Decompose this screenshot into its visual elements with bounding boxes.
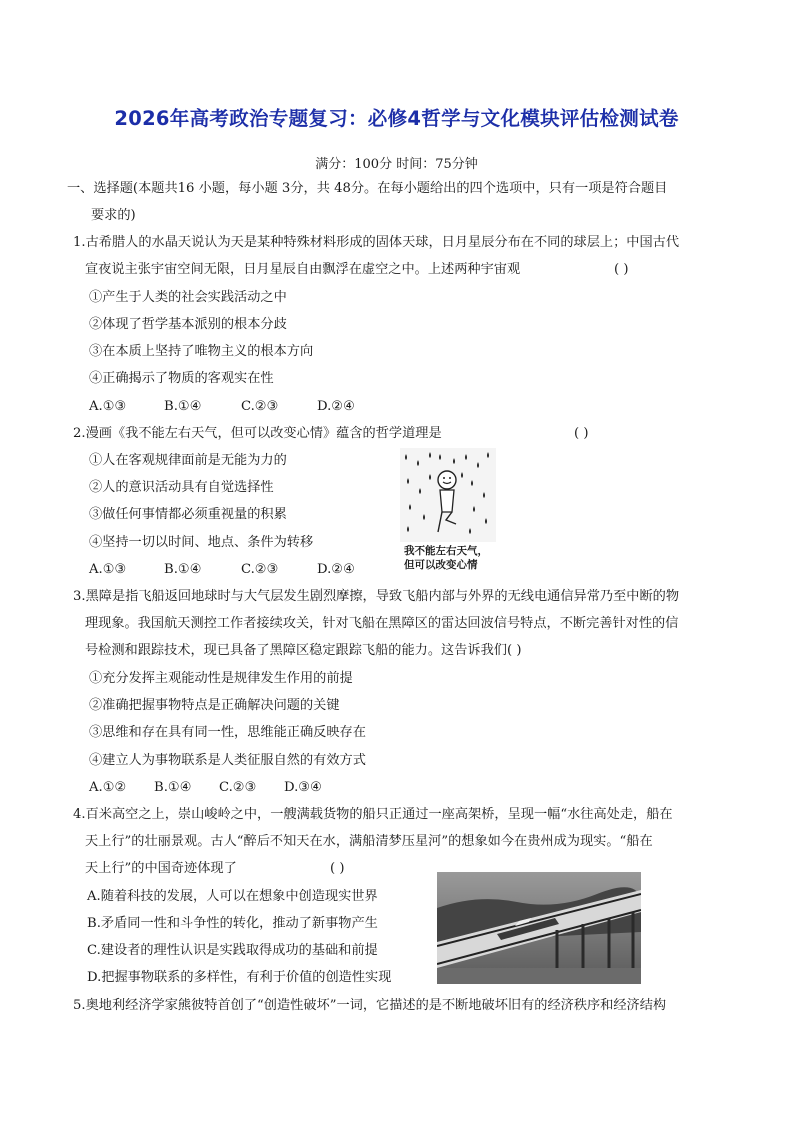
aqueduct-bridge-photo [437, 872, 641, 984]
q5-stem-line1: 5.奥地利经济学家熊彼特首创了“创造性破坏”一词，它描述的是不断地破坏旧有的经济秩序和经济结构 [73, 998, 667, 1013]
q1-option: ①产生于人类的社会实践活动之中 [89, 290, 287, 305]
q3-choice-b: B.①④ [154, 780, 192, 795]
q1-choice-a: A.①③ [89, 399, 127, 414]
bridge-ship-photo-icon [437, 872, 641, 984]
section-heading: 一、选择题(本题共16 小题，每小题 3分，共 48分。在每小题给出的四个选项中，只有一项是符合题目 [67, 181, 668, 196]
q1-answer-bracket: ( ) [614, 262, 629, 277]
q1-stem-line2: 宣夜说主张宇宙空间无限，日月星辰自由飘浮在虚空之中。上述两种宇宙观 [85, 262, 521, 277]
q1-option: ②体现了哲学基本派别的根本分歧 [89, 317, 287, 332]
q4-option-b: B.矛盾同一性和斗争性的转化，推动了新事物产生 [87, 916, 378, 931]
q2-choice-b: B.①④ [164, 562, 202, 577]
q2-option: ②人的意识活动具有自觉选择性 [89, 480, 274, 495]
q2-stem-line1: 2.漫画《我不能左右天气，但可以改变心情》蕴含的哲学道理是 [73, 426, 442, 441]
q4-answer-bracket: ( ) [330, 861, 345, 876]
cartoon-caption-line1: 我不能左右天气， [404, 545, 488, 557]
exam-meta: 满分：100分 时间：75分钟 [315, 157, 478, 172]
q2-choice-d: D.②④ [317, 562, 355, 577]
q4-option-d: D.把握事物联系的多样性，有利于价值的创造性实现 [87, 970, 392, 985]
q1-option: ③在本质上坚持了唯物主义的根本方向 [89, 344, 314, 359]
cartoon-caption-line2: 但可以改变心情 [404, 559, 478, 571]
q3-stem-line3: 号检测和跟踪技术，现已具备了黑障区稳定跟踪飞船的能力。这告诉我们( ) [85, 643, 522, 658]
q3-choice-a: A.①② [89, 780, 127, 795]
q1-stem-line1: 1.古希腊人的水晶天说认为天是某种特殊材料形成的固体天球，日月星辰分布在不同的球层上；中国古代 [73, 235, 680, 250]
q4-stem-line3: 天上行”的中国奇迹体现了 [85, 861, 237, 876]
q3-choice-d: D.③④ [284, 780, 322, 795]
q3-stem-line2: 理现象。我国航天测控工作者接续攻关，针对飞船在黑障区的雷达回波信号特点，不断完善针对性的信 [85, 616, 679, 631]
q1-choice-b: B.①④ [164, 399, 202, 414]
q2-option: ①人在客观规律面前是无能为力的 [89, 453, 287, 468]
q2-option: ③做任何事情都必须重视量的积累 [89, 507, 287, 522]
q4-stem-line2: 天上行”的壮丽景观。古人“醉后不知天在水，满船清梦压星河”的想象如今在贵州成为现实。“船在 [85, 834, 653, 849]
q1-option: ④正确揭示了物质的客观实在性 [89, 371, 274, 386]
q2-answer-bracket: ( ) [574, 426, 589, 441]
q4-stem-line1: 4.百米高空之上，崇山峻岭之中，一艘满载货物的船只正通过一座高架桥，呈现一幅“水往高处走，船在 [73, 807, 673, 822]
cartoon-illustration [400, 448, 496, 542]
q1-choice-c: C.②③ [241, 399, 279, 414]
q3-option: ①充分发挥主观能动性是规律发生作用的前提 [89, 671, 353, 686]
q2-option: ④坚持一切以时间、地点、条件为转移 [89, 535, 314, 550]
section-heading-cont: 要求的) [91, 208, 136, 223]
q3-option: ④建立人为事物联系是人类征服自然的有效方式 [89, 753, 366, 768]
q4-option-c: C.建设者的理性认识是实践取得成功的基础和前提 [87, 943, 378, 958]
q3-option: ③思维和存在具有同一性，思维能正确反映存在 [89, 725, 366, 740]
q1-choice-d: D.②④ [317, 399, 355, 414]
page-title: 2026年高考政治专题复习：必修4哲学与文化模块评估检测试卷 [114, 107, 679, 130]
q3-stem-line1: 3.黑障是指飞船返回地球时与大气层发生剧烈摩擦，导致飞船内部与外界的无线电通信异常乃至中断的物 [73, 589, 680, 604]
q2-choice-c: C.②③ [241, 562, 279, 577]
q4-option-a: A.随着科技的发展，人可以在想象中创造现实世界 [87, 889, 378, 904]
q3-option: ②准确把握事物特点是正确解决问题的关键 [89, 698, 340, 713]
rain-umbrella-figure-icon [400, 448, 496, 542]
q2-choice-a: A.①③ [89, 562, 127, 577]
q3-choice-c: C.②③ [219, 780, 257, 795]
